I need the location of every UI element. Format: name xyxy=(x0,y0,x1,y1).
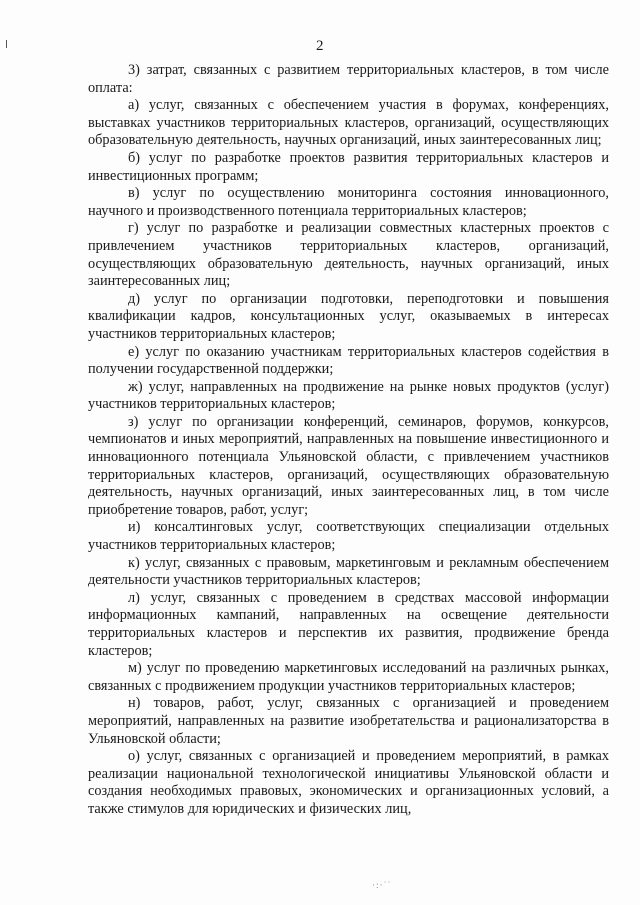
paragraph-item-d: д) услуг по организации подготовки, переподготовки и повышения квалификации кадров, консультационных услуг, оказываемых в интересах участников территориальных кластеров; xyxy=(88,290,609,342)
paragraph-item-e: е) услуг по оказанию участникам территориальных кластеров содействия в получении государственной поддержки; xyxy=(88,343,609,378)
paragraph-item-z: з) услуг по организации конференций, семинаров, форумов, конкурсов, чемпионатов и иных мероприятий, направленных на повышение инвестиционного и инновационного потенциала Ульяновской области, с привлечением участников территориальных кластеров, организаций, осуществляющих образовательную деятельность, научных организаций, иных заинтересованных лиц, в том числе приобретение товаров, работ, услуг; xyxy=(88,413,609,518)
paragraph-item-g: г) услуг по разработке и реализации совместных кластерных проектов с привлечением участников территориальных кластеров, организаций, осуществляющих образовательную деятельность, научных организаций, иных заинтересованных лиц; xyxy=(88,220,609,290)
paragraph-item-zh: ж) услуг, направленных на продвижение на рынке новых продуктов (услуг) участников территориальных кластеров; xyxy=(88,378,609,413)
paragraph-item-o: о) услуг, связанных с организацией и проведением мероприятий, в рамках реализации национальной технологической инициативы Ульяновской области и создания необходимых правовых, экономических и организационных условий, а также стимулов для юридических и физических лиц, xyxy=(88,748,609,817)
page-number: 2 xyxy=(316,38,324,54)
paragraph-intro: 3) затрат, связанных с развитием территориальных кластеров, в том числе оплата: xyxy=(88,62,609,96)
scan-artifact: ·:·˙˙ xyxy=(372,880,392,890)
paragraph-item-i: и) консалтинговых услуг, соответствующих специализации отдельных участников территориальных кластеров; xyxy=(88,519,609,554)
paragraph-item-b: б) услуг по разработке проектов развития территориальных кластеров и инвестиционных программ; xyxy=(88,149,609,184)
paragraph-item-a: а) услуг, связанных с обеспечением участия в форумах, конференциях, выставках участников территориальных кластеров, организаций, осуществляющих образовательную деятельность, научных организаций, иных заинтересованных лиц; xyxy=(88,97,609,149)
paragraph-item-m: м) услуг по проведению маркетинговых исследований на различных рынках, связанных с продвижением продукции участников территориальных кластеров; xyxy=(88,660,609,694)
paragraph-item-v: в) услуг по осуществлению мониторинга состояния инновационного, научного и производственного потенциала территориальных кластеров; xyxy=(88,185,609,219)
paragraph-item-k: к) услуг, связанных с правовым, маркетинговым и рекламным обеспечением деятельности участников территориальных кластеров; xyxy=(88,554,609,589)
document-body xyxy=(88,62,609,819)
paragraph-item-n: н) товаров, работ, услуг, связанных с организацией и проведением мероприятий, направленных на развитие изобретательства и рационализаторства в Ульяновской области; xyxy=(88,695,609,747)
paragraph-item-l: л) услуг, связанных с проведением в средствах массовой информации информационных кампаний, направленных на освещение деятельности территориальных кластеров и перспектив их развития, продвижение бренда кластеров; xyxy=(88,589,609,659)
